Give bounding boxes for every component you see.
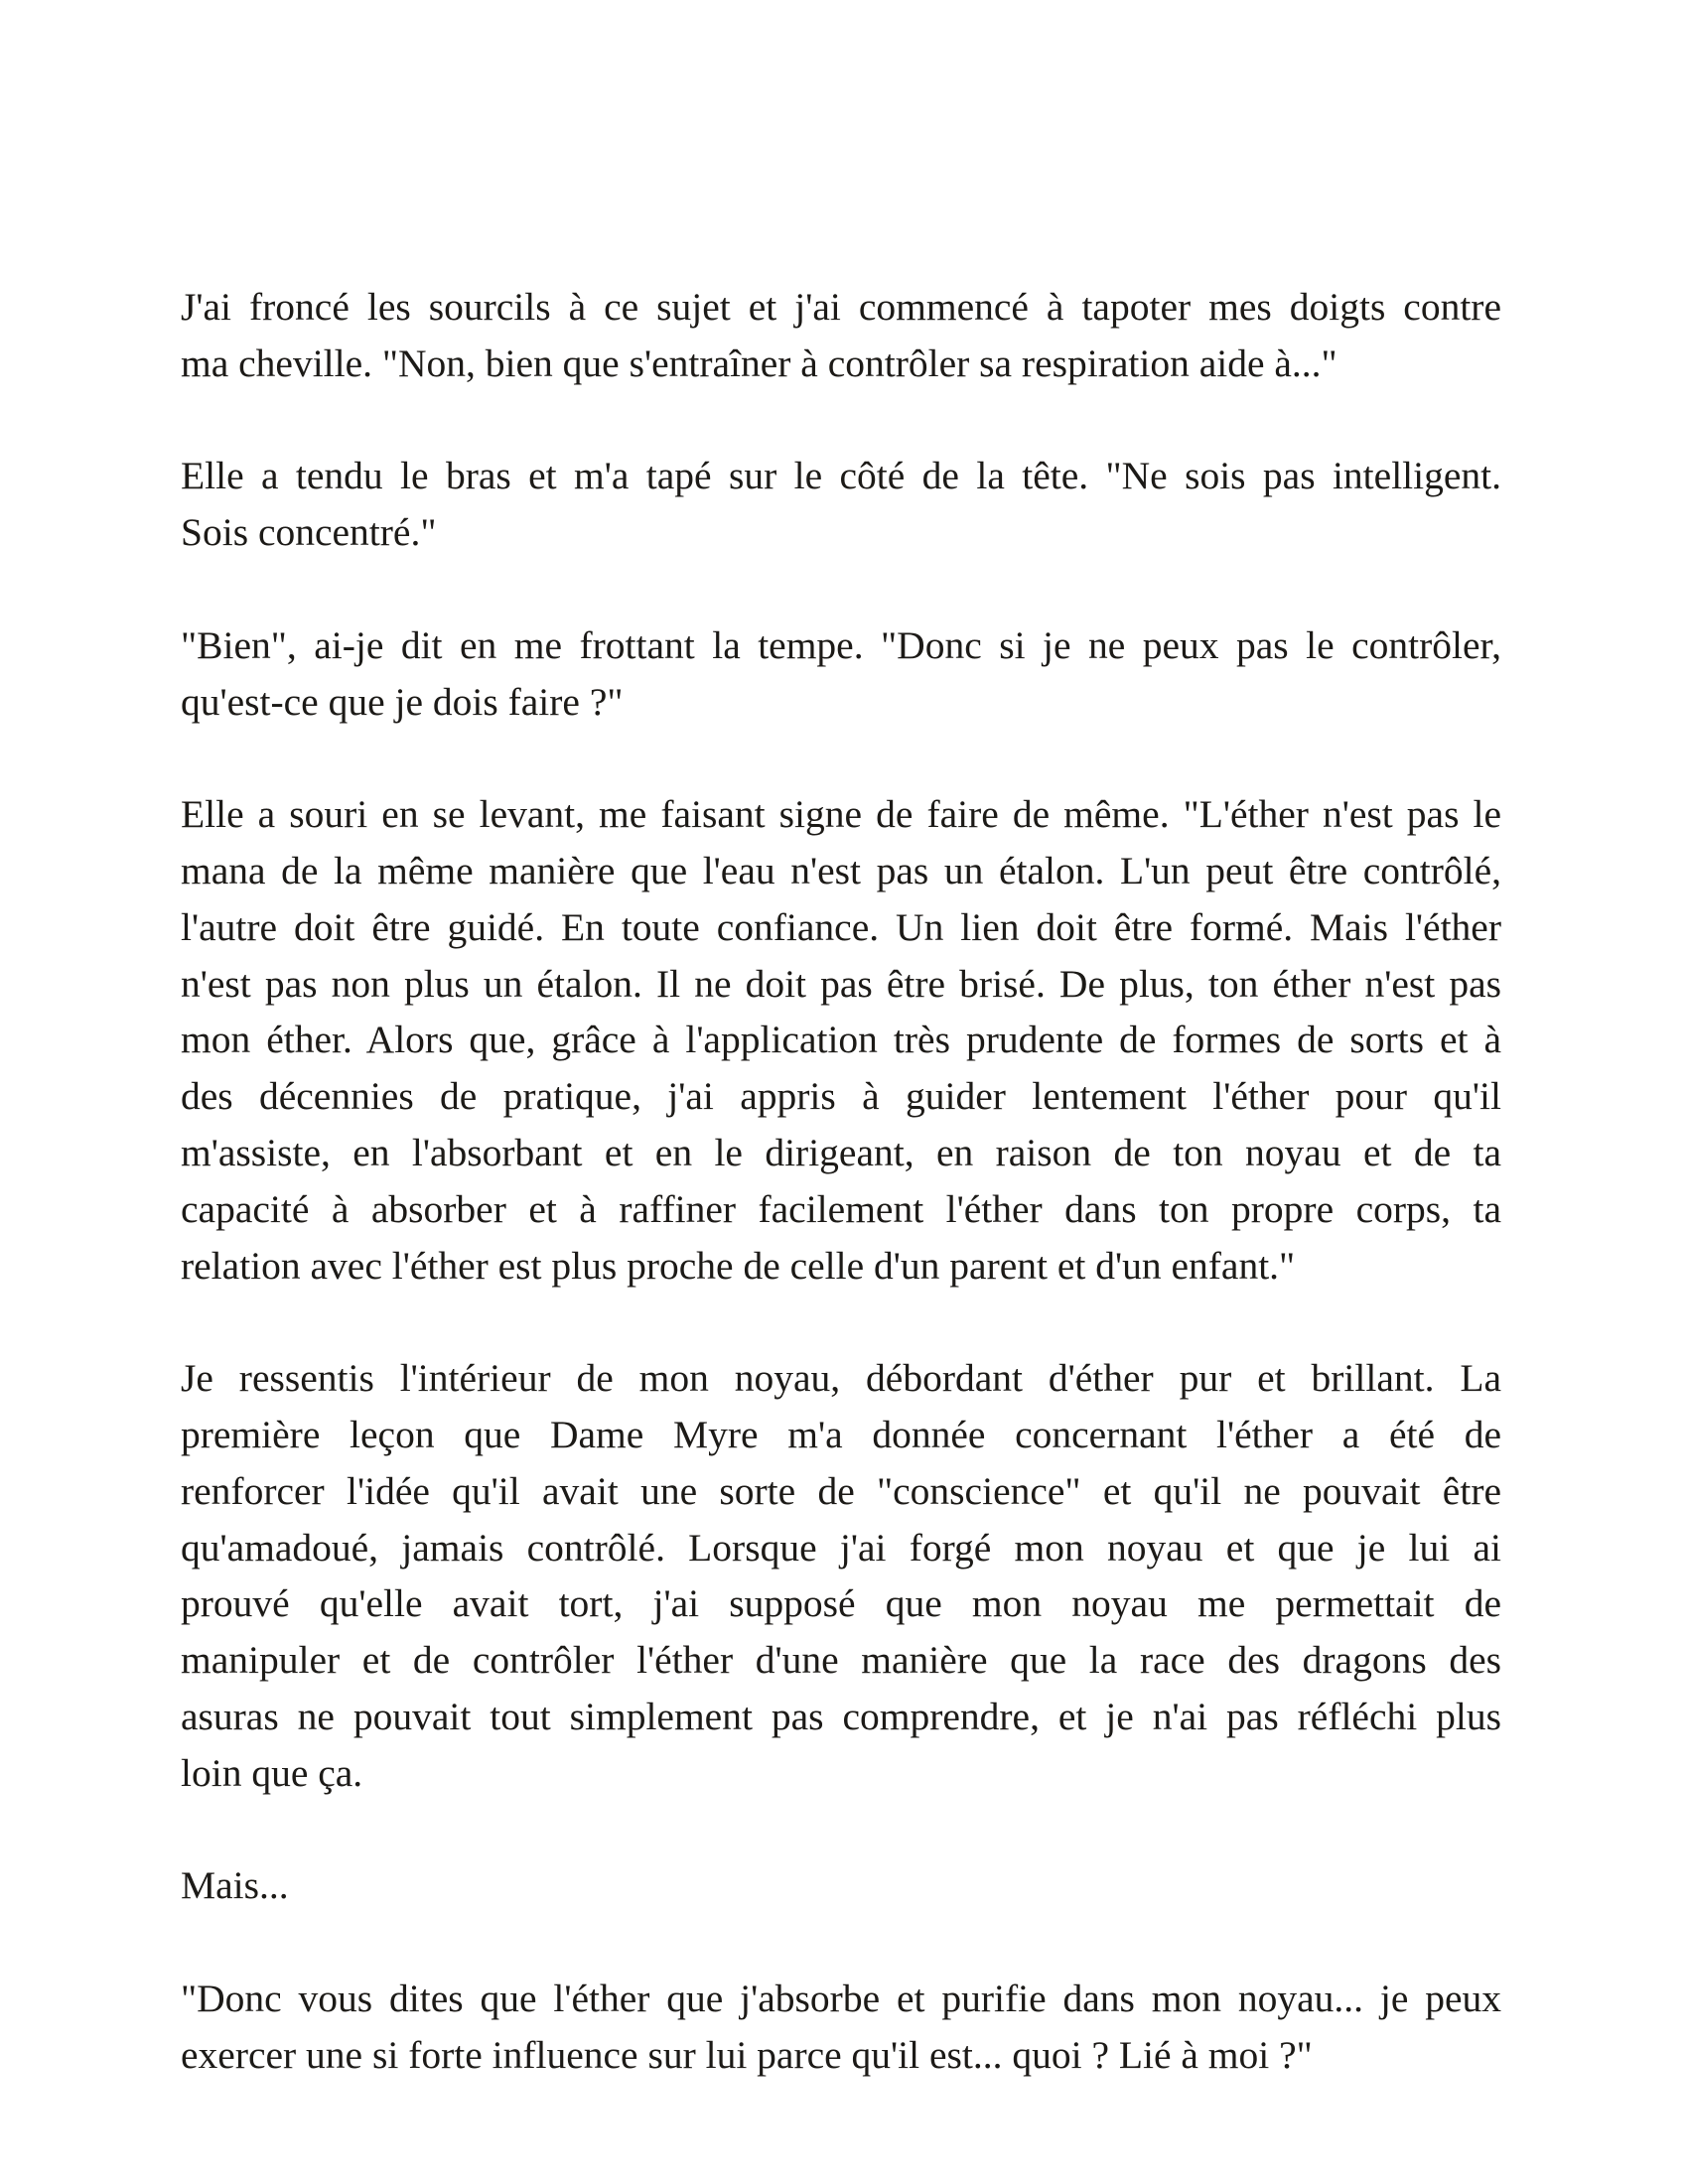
paragraph-2 xyxy=(181,448,1501,561)
text-line: qu'amadoué, jamais contrôlé. Lorsque j'ai forgé mon noyau et que je lui ai xyxy=(181,1525,1501,1570)
text-line: "Bien", ai-je dit en me frottant la tempe. "Donc si je ne peux pas le contrôler, xyxy=(181,622,1501,667)
text-line: Mais... xyxy=(181,1863,289,1908)
paragraph-4 xyxy=(181,786,1501,1294)
text-line: Elle a souri en se levant, me faisant signe de faire de même. "L'éther n'est pas le xyxy=(181,792,1501,837)
text-line: Elle a tendu le bras et m'a tapé sur le côté de la tête. "Ne sois pas intelligent. xyxy=(181,454,1501,498)
text-line: première leçon que Dame Myre m'a donnée concernant l'éther a été de xyxy=(181,1412,1501,1456)
paragraph-5 xyxy=(181,1350,1501,1801)
text-line: renforcer l'idée qu'il avait une sorte de "conscience" et qu'il ne pouvait être xyxy=(181,1468,1501,1513)
paragraph-1 xyxy=(181,279,1501,392)
text-line: des décennies de pratique, j'ai appris à guider lentement l'éther pour qu'il xyxy=(181,1074,1501,1119)
text-line: loin que ça. xyxy=(181,1750,363,1795)
text-line: qu'est-ce que je dois faire ?" xyxy=(181,679,624,724)
text-line: exercer une si forte influence sur lui parce qu'il est... quoi ? Lié à moi ?" xyxy=(181,2032,1313,2077)
paragraph-7 xyxy=(181,1971,1501,2084)
text-line: manipuler et de contrôler l'éther d'une manière que la race des dragons des xyxy=(181,1638,1501,1683)
text-line: prouvé qu'elle avait tort, j'ai supposé que mon noyau me permettait de xyxy=(181,1581,1501,1626)
text-line: asuras ne pouvait tout simplement pas comprendre, et je n'ai pas réfléchi plus xyxy=(181,1694,1501,1738)
text-line: relation avec l'éther est plus proche de celle d'un parent et d'un enfant." xyxy=(181,1243,1296,1288)
paragraph-6 xyxy=(181,1857,1501,1914)
text-line: m'assiste, en l'absorbant et en le dirigeant, en raison de ton noyau et de ta xyxy=(181,1130,1501,1174)
text-line: Sois concentré." xyxy=(181,510,437,555)
text-line: mon éther. Alors que, grâce à l'application très prudente de formes de sorts et à xyxy=(181,1018,1501,1062)
paragraph-3 xyxy=(181,617,1501,731)
text-line: mana de la même manière que l'eau n'est pas un étalon. L'un peut être contrôlé, xyxy=(181,848,1501,892)
text-line: "Donc vous dites que l'éther que j'absorbe et purifie dans mon noyau... je peux xyxy=(181,1976,1501,2020)
document-page xyxy=(181,279,1501,2084)
text-line: Je ressentis l'intérieur de mon noyau, débordant d'éther pur et brillant. La xyxy=(181,1356,1501,1401)
text-line: n'est pas non plus un étalon. Il ne doit pas être brisé. De plus, ton éther n'est pas xyxy=(181,961,1501,1006)
text-line: l'autre doit être guidé. En toute confiance. Un lien doit être formé. Mais l'éther xyxy=(181,904,1501,949)
text-line: capacité à absorber et à raffiner facilement l'éther dans ton propre corps, ta xyxy=(181,1186,1501,1231)
text-line: ma cheville. "Non, bien que s'entraîner à contrôler sa respiration aide à..." xyxy=(181,341,1337,385)
text-line: J'ai froncé les sourcils à ce sujet et j'ai commencé à tapoter mes doigts contre xyxy=(181,285,1501,329)
